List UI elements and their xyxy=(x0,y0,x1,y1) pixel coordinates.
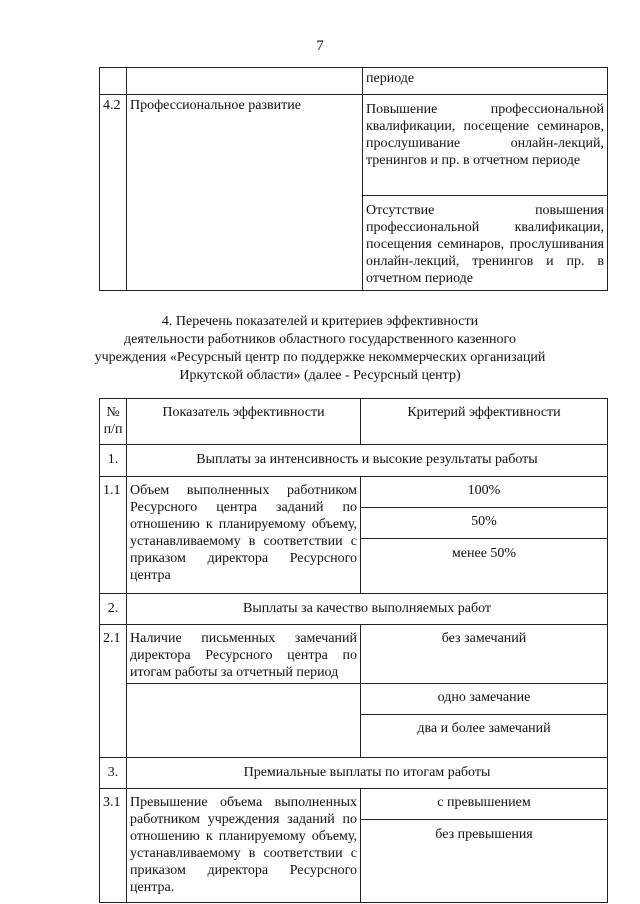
heading-line: деятельности работников областного государственного казенного xyxy=(124,332,516,347)
item-number: 3.1 xyxy=(100,789,127,903)
criterion-cell: Повышение профессиональной квалификации, посещение семинаров, прослушивание онлайн-лекций, тренингов и пр. в отчетном периоде xyxy=(363,95,608,196)
section-heading xyxy=(90,313,550,385)
continued-table xyxy=(99,67,608,291)
page-number: 7 xyxy=(316,38,324,54)
group-row xyxy=(100,758,608,789)
criterion-cell: без превышения xyxy=(361,820,608,903)
heading-line: Иркутской области» (далее - Ресурсный центр) xyxy=(179,368,461,383)
group-number: 2. xyxy=(100,594,127,625)
indicator-cell: Наличие письменных замечаний директора Ресурсного центра по итогам работы за отчетный период xyxy=(127,625,361,684)
header-indicator: Показатель эффективности xyxy=(127,399,361,445)
table-row xyxy=(100,684,608,715)
criterion-cell: Отсутствие повышения профессиональной квалификации, посещения семинаров, прослушивания онлайн-лекций, тренингов и пр. в отчетном периоде xyxy=(363,196,608,291)
table-row xyxy=(100,68,608,95)
indicator-cell: Профессиональное развитие xyxy=(127,95,363,291)
group-title: Премиальные выплаты по итогам работы xyxy=(127,758,608,789)
indicator-cell: Превышение объема выполненных работником учреждения заданий по отношению к планируемому объему, устанавливаемому в соответствии с приказом директора Ресурсного центра. xyxy=(127,789,361,903)
criterion-cell: с превышением xyxy=(361,789,608,820)
criterion-cell: периоде xyxy=(363,68,608,95)
criterion-cell: 50% xyxy=(361,508,608,539)
group-row xyxy=(100,594,608,625)
table-row xyxy=(100,477,608,508)
group-row xyxy=(100,445,608,477)
table-row xyxy=(100,625,608,684)
indicators-table xyxy=(99,398,608,903)
group-number: 1. xyxy=(100,445,127,477)
group-title: Выплаты за качество выполняемых работ xyxy=(127,594,608,625)
criterion-cell: без замечаний xyxy=(361,625,608,684)
criterion-cell: одно замечание xyxy=(361,684,608,715)
header-num: № п/п xyxy=(100,399,127,445)
group-title: Выплаты за интенсивность и высокие результаты работы xyxy=(127,445,608,477)
criterion-cell: два и более замечаний xyxy=(361,715,608,758)
heading-line: 4. Перечень показателей и критериев эффективности xyxy=(161,314,479,329)
group-number: 3. xyxy=(100,758,127,789)
row-number-cell xyxy=(100,68,127,95)
table-header-row xyxy=(100,399,608,445)
row-number-cell: 4.2 xyxy=(100,95,127,291)
criterion-cell: менее 50% xyxy=(361,539,608,594)
header-criterion: Критерий эффективности xyxy=(361,399,608,445)
heading-line: учреждения «Ресурсный центр по поддержке некоммерческих организаций xyxy=(94,350,546,365)
item-number: 2.1 xyxy=(100,625,127,758)
item-number: 1.1 xyxy=(100,477,127,594)
table-row xyxy=(100,789,608,820)
indicator-cell xyxy=(127,68,363,95)
indicator-cell: Объем выполненных работником Ресурсного центра заданий по отношению к планируемому объему, устанавливаемому в соответствии с приказом директора Ресурсного центра xyxy=(127,477,361,594)
table-row xyxy=(100,95,608,196)
empty-cell xyxy=(127,684,361,758)
criterion-cell: 100% xyxy=(361,477,608,508)
